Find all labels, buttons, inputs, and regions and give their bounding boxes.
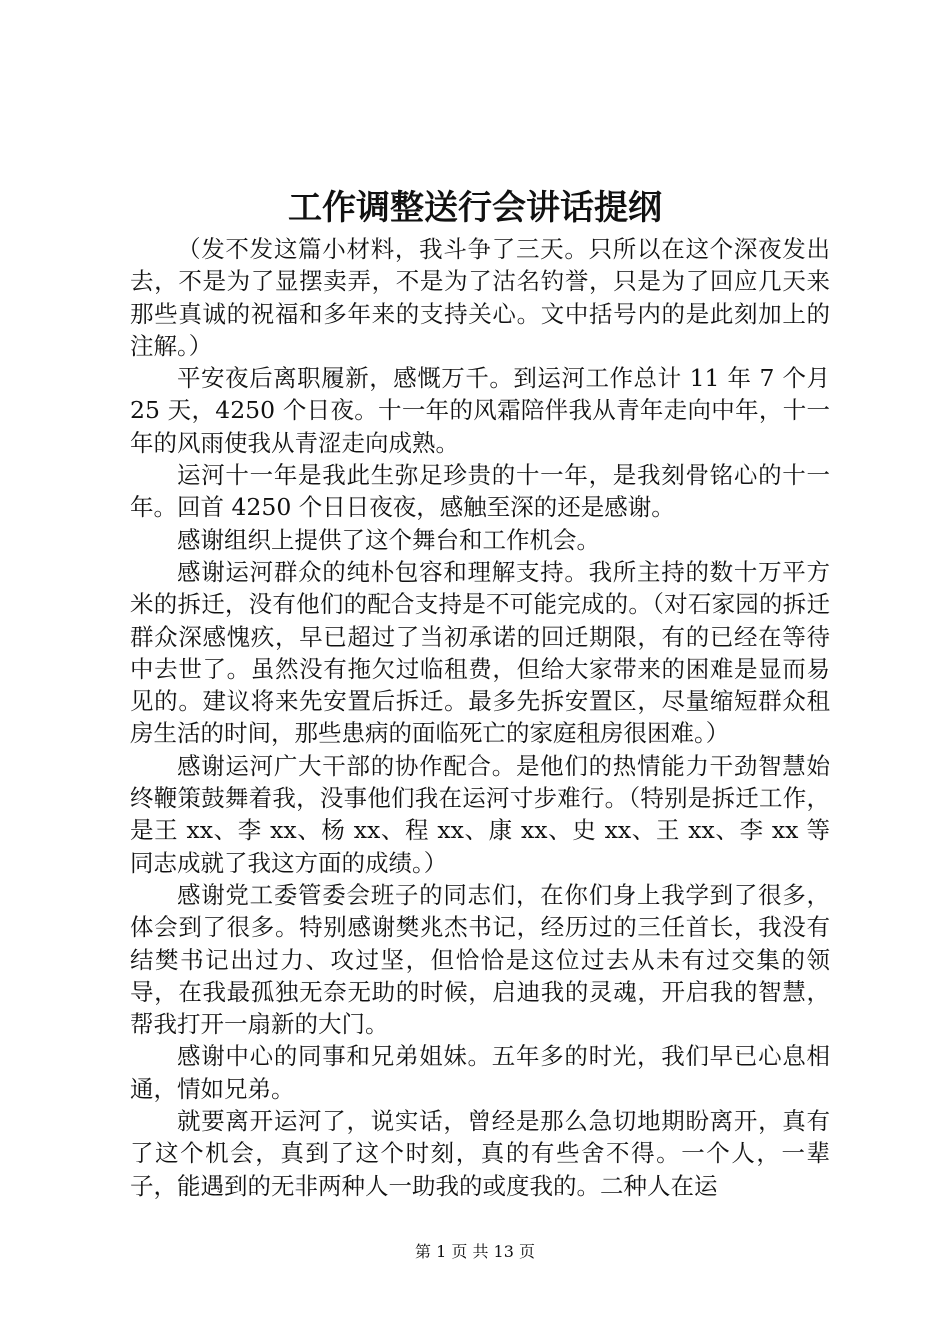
- paragraph: （发不发这篇小材料，我斗争了三天。只所以在这个深夜发出去，不是为了显摆卖弄，不是为了沽名钓誉，只是为了回应几天来那些真诚的祝福和多年来的支持关心。文中括号内的是此刻加上的注解。）: [130, 235, 830, 360]
- paragraph: 感谢中心的同事和兄弟姐妹。五年多的时光，我们早已心息相通，情如兄弟。: [130, 1042, 830, 1103]
- paragraph: 就要离开运河了，说实话，曾经是那么急切地期盼离开，真有了这个机会，真到了这个时刻，真的有些舍不得。一个人，一辈子，能遇到的无非两种人一助我的或度我的。二种人在运: [130, 1107, 830, 1200]
- document-title: 工作调整送行会讲话提纲: [288, 188, 662, 228]
- paragraph: 感谢党工委管委会班子的同志们，在你们身上我学到了很多，体会到了很多。特别感谢樊兆杰书记，经历过的三任首长，我没有结樊书记出过力、攻过坚，但恰恰是这位过去从未有过交集的领导，在我最孤独无奈无助的时候，启迪我的灵魂，开启我的智慧，帮我打开一扇新的大门。: [130, 880, 830, 1039]
- document-body: [130, 233, 830, 1202]
- paragraph: 平安夜后离职履新，感慨万千。到运河工作总计 11 年 7 个月 25 天，4250 个日夜。十一年的风霜陪伴我从青年走向中年，十一年的风雨使我从青涩走向成熟。: [130, 364, 830, 457]
- paragraph: 感谢运河群众的纯朴包容和理解支持。我所主持的数十万平方米的拆迁，没有他们的配合支持是不可能完成的。（对石家园的拆迁群众深感愧疚，早已超过了当初承诺的回迁期限，有的已经在等待中去世了。虽然没有拖欠过临租费，但给大家带来的困难是显而易见的。建议将来先安置后拆迁。最多先拆安置区，尽量缩短群众租房生活的时间，那些患病的面临死亡的家庭租房很困难。）: [130, 557, 830, 748]
- paragraph: 感谢运河广大干部的协作配合。是他们的热情能力干劲智慧始终鞭策鼓舞着我，没事他们我在运河寸步难行。（特别是拆迁工作，是王 xx、李 xx、杨 xx、程 xx、康 xx、史 xx、王 xx、李 xx 等同志成就了我这方面的成绩。）: [130, 751, 830, 877]
- page-number-footer: 第 1 页 共 13 页: [415, 1242, 535, 1261]
- paragraph: 运河十一年是我此生弥足珍贵的十一年，是我刻骨铭心的十一年。回首 4250 个日日夜夜，感触至深的还是感谢。: [130, 461, 830, 522]
- paragraph: 感谢组织上提供了这个舞台和工作机会。: [177, 525, 600, 554]
